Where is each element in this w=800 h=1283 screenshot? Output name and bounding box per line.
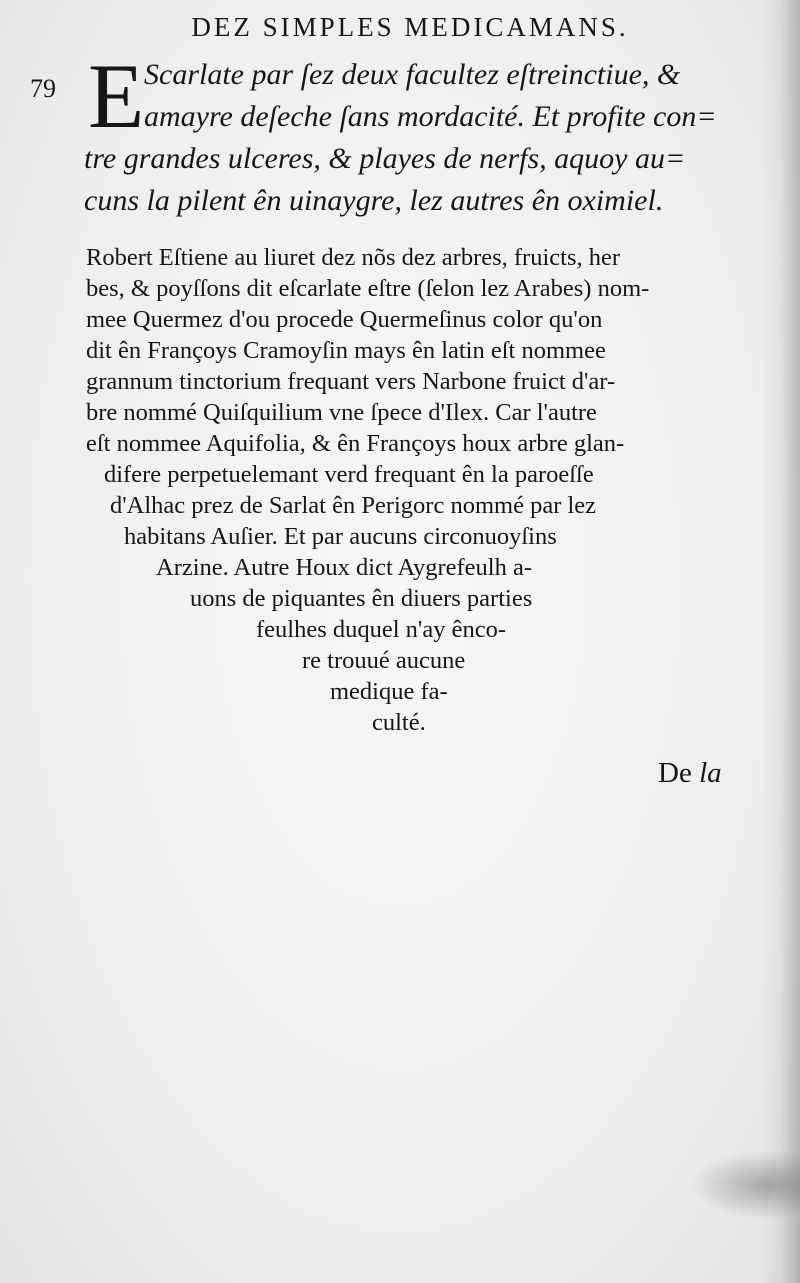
note-line: Robert Eſtiene au liuret dez nõs dez arbres, fruicts, her [86,244,621,271]
note-line: eſt nommee Aquifolia, & ên Françoys houx arbre glan- [86,430,625,457]
entry-line: cuns la pilent ên uinaygre, lez autres ên oximiel. [84,184,664,217]
note-line: medique fa- [330,678,448,705]
note-line: uons de piquantes ên diuers parties [190,585,533,612]
corner-smudge [690,1150,800,1220]
note-line: feulhes duquel n'ay ênco- [256,616,507,643]
note-line: culté. [372,709,426,736]
note-line: mee Quermez d'ou procede Quermeſinus color qu'on [86,306,603,333]
drop-cap: E [88,45,145,147]
note-line: dit ên Françoys Cramoyſin mays ên latin eſt nommee [86,337,606,364]
page-gutter-shadow [760,0,800,1283]
running-head: DEZ SIMPLES MEDICAMANS. [191,12,629,42]
note-line: Arzine. Autre Houx dict Aygrefeulh a- [156,554,533,581]
note-line: grannum tinctorium frequant vers Narbone fruict d'ar- [86,368,616,395]
note-line: habitans Auſier. Et par aucuns circonuoyſins [124,523,557,550]
page-number: 79 [30,74,56,103]
note-line: bre nommé Quiſquilium vne ſpece d'Ilex. Car l'autre [86,399,597,426]
note-line: bes, & poyſſons dit eſcarlate eſtre (ſelon lez Arabes) nom- [86,275,650,302]
entry-line: amayre deſeche ſans mordacité. Et profite con= [144,100,717,133]
note-line: d'Alhac prez de Sarlat ên Perigorc nommé par lez [110,492,597,519]
entry-line: Scarlate par ſez deux facultez eſtreinctiue, & [144,58,681,91]
catchword [658,757,722,790]
show-through-shadow [200,960,760,1220]
catchword-italic: la [699,757,722,789]
entry-line: tre grandes ulceres, & playes de nerfs, aquoy au= [84,142,686,175]
catchword-roman: De [658,757,692,789]
note-line: re trouué aucune [302,647,466,674]
note-line: difere perpetuelemant verd frequant ên la paroeſſe [104,461,594,488]
